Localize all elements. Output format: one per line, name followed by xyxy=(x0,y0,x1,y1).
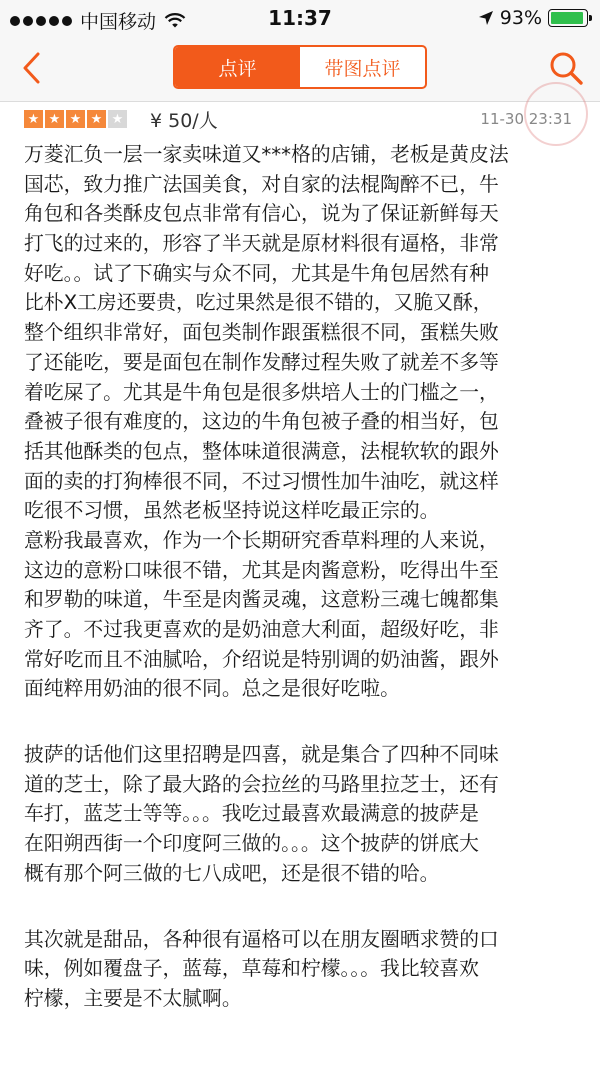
text-line: 面的卖的打狗棒很不同，不过习惯性加牛油吃，就这样 xyxy=(24,469,499,493)
chevron-left-icon xyxy=(14,48,54,88)
text-line: 叠被子很有难度的，这边的牛角包被子叠的相当好，包 xyxy=(24,410,499,434)
star-filled-icon: ★ xyxy=(87,110,106,128)
price-per-person: ¥ 50/人 xyxy=(150,110,218,132)
review-paragraph xyxy=(24,740,584,888)
battery-percentage: 93% xyxy=(499,7,542,29)
tab-photo-reviews[interactable]: 带图点评 xyxy=(324,57,401,80)
review-type-segmented-control xyxy=(173,45,427,89)
text-line: 面纯粹用奶油的很不同。总之是很好吃啦。 xyxy=(24,677,400,701)
paragraph-gap xyxy=(24,889,584,925)
text-line: 整个组织非常好，面包类制作跟蛋糕很不同，蛋糕失败 xyxy=(24,321,499,345)
text-line: 味，例如覆盘子，蓝莓，草莓和柠檬。。。我比较喜欢 xyxy=(24,957,479,981)
text-line: 打飞的过来的，形容了半天就是原材料很有逼格，非常 xyxy=(24,232,499,256)
star-filled-icon: ★ xyxy=(66,110,85,128)
location-arrow-icon xyxy=(478,10,494,26)
star-empty-icon: ★ xyxy=(108,110,127,128)
status-bar xyxy=(0,0,600,36)
text-line: 和罗勒的味道，牛至是肉酱灵魂，这意粉三魂七魄都集 xyxy=(24,588,499,612)
status-right xyxy=(478,7,588,29)
text-line: 道的芝士，除了最大路的会拉丝的马路里拉芝士，还有 xyxy=(24,772,499,796)
carrier-name: 中国移动 xyxy=(80,11,157,33)
text-line: 国芯，致力推广法国美食，对自家的法棍陶醉不已，牛 xyxy=(24,172,499,196)
text-line: 着吃屎了。尤其是牛角包是很多烘培人士的门槛之一， xyxy=(24,380,499,404)
text-line: 披萨的话他们这里招聘是四喜，就是集合了四种不同味 xyxy=(24,743,499,767)
navigation-bar xyxy=(0,36,600,102)
rating-stars xyxy=(24,110,127,128)
battery-level xyxy=(551,12,583,24)
text-line: 括其他酥类的包点，整体味道很满意，法棍软软的跟外 xyxy=(24,439,499,463)
text-line: 万菱汇负一层一家卖味道又***格的店铺，老板是黄皮法 xyxy=(24,143,509,166)
review-date: 11-30 23:31 xyxy=(480,110,572,128)
review-paragraph xyxy=(24,140,584,704)
review-body xyxy=(24,140,584,1014)
star-filled-icon: ★ xyxy=(45,110,64,128)
text-line: 柠檬，主要是不太腻啊。 xyxy=(24,986,242,1010)
clock: 11:37 xyxy=(268,6,332,30)
back-button[interactable] xyxy=(14,48,54,88)
text-line: 了还能吃，要是面包在制作发酵过程失败了就差不多等 xyxy=(24,350,499,374)
text-line: 意粉我最喜欢，作为一个长期研究香草料理的人来说， xyxy=(24,528,499,552)
review-paragraph xyxy=(24,925,584,1014)
paragraph-gap xyxy=(24,704,584,740)
star-filled-icon: ★ xyxy=(24,110,43,128)
tab-reviews[interactable]: 点评 xyxy=(175,47,300,87)
text-line: 车打，蓝芝士等等。。。我吃过最喜欢最满意的披萨是 xyxy=(24,802,479,826)
battery-icon xyxy=(548,9,588,27)
text-line: 好吃。。试了下确实与众不同，尤其是牛角包居然有种 xyxy=(24,261,489,285)
text-line: 概有那个阿三做的七八成吧，还是很不错的哈。 xyxy=(24,861,440,885)
text-line: 角包和各类酥皮包点非常有信心，说为了保证新鲜每天 xyxy=(24,202,499,226)
text-line: 其次就是甜品，各种很有逼格可以在朋友圈晒求赞的口 xyxy=(24,927,499,951)
text-line: 在阳朔西街一个印度阿三做的。。。这个披萨的饼底大 xyxy=(24,832,479,856)
text-line: 比朴X工房还要贵，吃过果然是很不错的，又脆又酥， xyxy=(24,291,493,315)
text-line: 这边的意粉口味很不错，尤其是肉酱意粉，吃得出牛至 xyxy=(24,558,499,582)
text-line: 吃很不习惯，虽然老板坚持说这样吃最正宗的。 xyxy=(24,499,440,523)
text-line: 常好吃而且不油腻哈，介绍说是特别调的奶油酱，跟外 xyxy=(24,647,499,671)
review-meta xyxy=(0,102,600,136)
text-line: 齐了。不过我更喜欢的是奶油意大利面，超级好吃，非 xyxy=(24,618,499,641)
